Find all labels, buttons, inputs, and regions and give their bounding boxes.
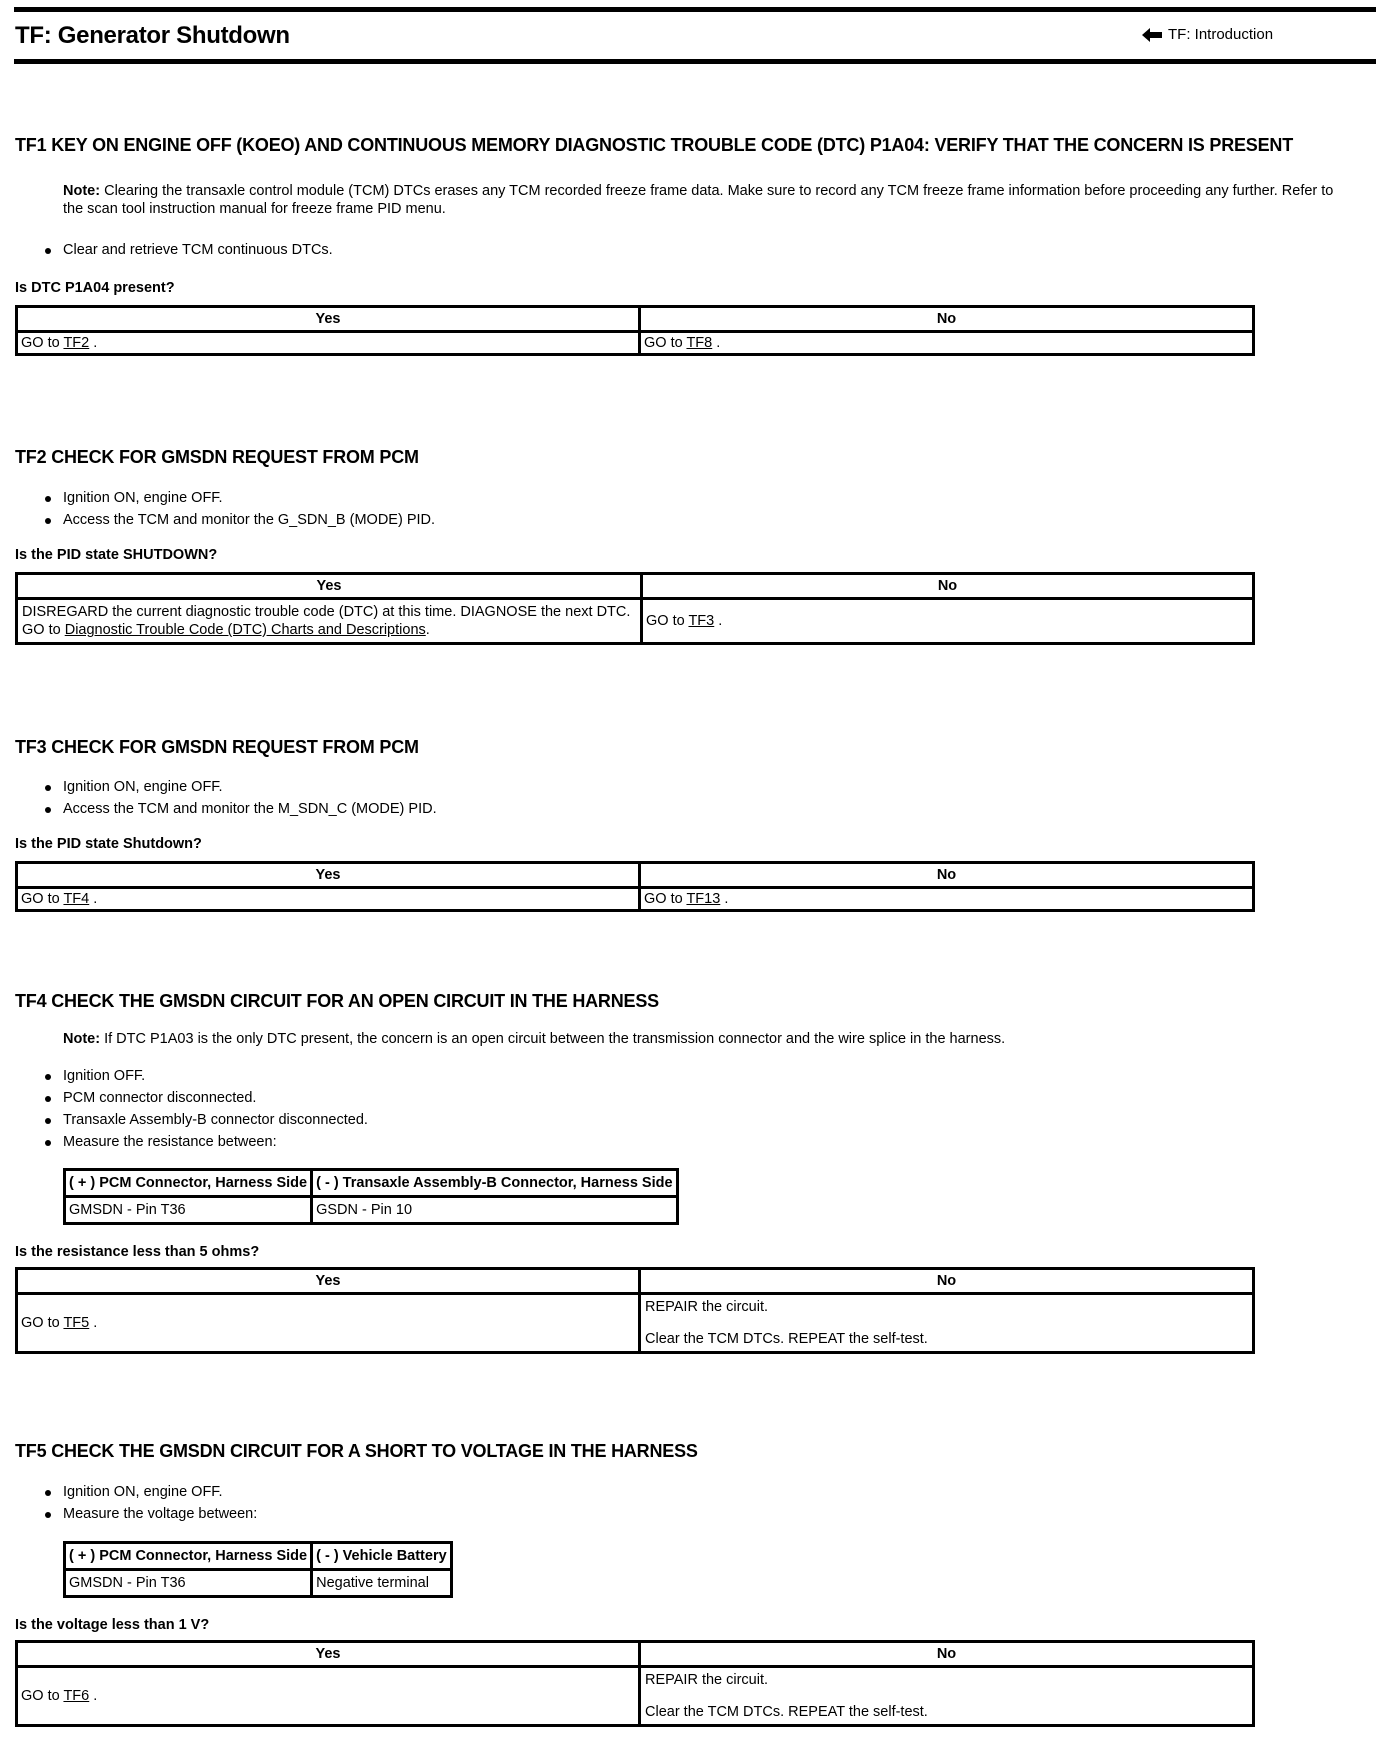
no-text: GO to	[646, 613, 689, 629]
link-tf8[interactable]: TF8	[686, 335, 713, 351]
no-header: No	[642, 574, 1254, 599]
yes-suffix: .	[89, 891, 98, 907]
question: Is DTC P1A04 present?	[15, 280, 175, 296]
yes-text: GO to	[21, 891, 64, 907]
step-item: Clear and retrieve TCM continuous DTCs.	[63, 239, 1360, 261]
section-title: TF5 CHECK THE GMSDN CIRCUIT FOR A SHORT TO VOLTAGE IN THE HARNESS	[15, 1441, 698, 1461]
step-item: Access the TCM and monitor the M_SDN_C (MODE) PID.	[63, 798, 1360, 820]
step-list	[15, 1065, 1360, 1153]
yes-cell	[17, 1294, 640, 1353]
page-title: TF: Generator Shutdown	[15, 22, 290, 49]
step-item: Ignition ON, engine OFF.	[63, 1481, 1360, 1503]
measurement-table	[63, 1168, 679, 1225]
positive-probe-header: ( + ) PCM Connector, Harness Side	[65, 1543, 312, 1570]
step-list	[15, 487, 1360, 531]
step-list	[15, 239, 1360, 261]
note	[63, 1030, 1353, 1048]
note-label: Note:	[63, 183, 101, 199]
section-tf3	[15, 736, 1360, 912]
positive-probe-header: ( + ) PCM Connector, Harness Side	[65, 1170, 312, 1197]
no-cell	[640, 1667, 1254, 1726]
no-line: Clear the TCM DTCs. REPEAT the self-test.	[645, 1331, 928, 1347]
section-tf1	[15, 134, 1360, 356]
no-cell	[640, 1294, 1254, 1353]
decision-table	[15, 1640, 1255, 1727]
no-cell	[640, 888, 1254, 911]
negative-probe-value: Negative terminal	[312, 1570, 452, 1597]
positive-probe-value: GMSDN - Pin T36	[65, 1570, 312, 1597]
positive-probe-value: GMSDN - Pin T36	[65, 1197, 312, 1224]
yes-suffix: .	[89, 335, 98, 351]
question: Is the resistance less than 5 ohms?	[15, 1244, 260, 1260]
no-header: No	[640, 1642, 1254, 1667]
section-title: TF1 KEY ON ENGINE OFF (KOEO) AND CONTINUOUS MEMORY DIAGNOSTIC TROUBLE CODE (DTC) P1A04: VERIFY THAT THE CONCERN IS PRESENT	[15, 135, 1294, 155]
question: Is the PID state Shutdown?	[15, 836, 202, 852]
no-line: REPAIR the circuit.	[645, 1299, 769, 1315]
section-tf4	[15, 990, 1360, 1354]
link-tf2[interactable]: TF2	[63, 335, 90, 351]
link-dtc-charts[interactable]: Diagnostic Trouble Code (DTC) Charts and Descriptions	[64, 622, 426, 638]
yes-header: Yes	[17, 863, 640, 888]
back-link-label: TF: Introduction	[1168, 26, 1274, 43]
decision-table	[15, 305, 1255, 356]
section-title: TF2 CHECK FOR GMSDN REQUEST FROM PCM	[15, 447, 419, 467]
negative-probe-value: GSDN - Pin 10	[312, 1197, 677, 1224]
no-suffix: .	[712, 335, 721, 351]
link-tf3[interactable]: TF3	[688, 613, 715, 629]
yes-text: DISREGARD the current diagnostic trouble code (DTC) at this time. DIAGNOSE the next DTC. GO to	[22, 604, 631, 638]
decision-table	[15, 1267, 1255, 1354]
negative-probe-header: ( - ) Transaxle Assembly-B Connector, Harness Side	[312, 1170, 677, 1197]
section-title: TF3 CHECK FOR GMSDN REQUEST FROM PCM	[15, 737, 419, 757]
no-header: No	[640, 307, 1254, 332]
header-top-rule	[14, 7, 1376, 12]
yes-suffix: .	[425, 622, 430, 638]
no-text: GO to	[644, 891, 687, 907]
question: Is the voltage less than 1 V?	[15, 1617, 210, 1633]
note-label: Note:	[63, 1031, 101, 1047]
no-header: No	[640, 1269, 1254, 1294]
no-cell	[640, 332, 1254, 355]
header-bottom-rule	[14, 59, 1376, 64]
no-cell	[642, 599, 1254, 644]
section-tf2	[15, 446, 1360, 645]
measurement-table	[63, 1541, 453, 1598]
yes-cell	[17, 1667, 640, 1726]
no-suffix: .	[720, 891, 729, 907]
step-list	[15, 776, 1360, 820]
section-title: TF4 CHECK THE GMSDN CIRCUIT FOR AN OPEN CIRCUIT IN THE HARNESS	[15, 991, 659, 1011]
yes-header: Yes	[17, 574, 642, 599]
no-suffix: .	[714, 613, 723, 629]
question: Is the PID state SHUTDOWN?	[15, 547, 218, 563]
yes-cell	[17, 888, 640, 911]
step-list	[15, 1481, 1360, 1525]
decision-table	[15, 861, 1255, 912]
back-to-introduction-link[interactable]	[1142, 26, 1273, 43]
no-header: No	[640, 863, 1254, 888]
link-tf13[interactable]: TF13	[686, 891, 721, 907]
link-tf6[interactable]: TF6	[63, 1688, 90, 1704]
note	[63, 182, 1353, 218]
yes-header: Yes	[17, 1642, 640, 1667]
step-item: PCM connector disconnected.	[63, 1087, 1360, 1109]
no-text: GO to	[644, 335, 687, 351]
step-item: Ignition OFF.	[63, 1065, 1360, 1087]
arrow-left-icon	[1142, 28, 1162, 42]
step-item: Ignition ON, engine OFF.	[63, 776, 1360, 798]
note-text: Clearing the transaxle control module (TCM) DTCs erases any TCM recorded freeze frame data. Make sure to record any TCM freeze frame information before proceeding any further. Refer to the scan tool instruction manual for freeze frame PID menu.	[63, 183, 1334, 217]
link-tf5[interactable]: TF5	[63, 1315, 90, 1331]
step-item: Measure the voltage between:	[63, 1503, 1360, 1525]
step-item: Measure the resistance between:	[63, 1131, 1360, 1153]
step-item: Access the TCM and monitor the G_SDN_B (MODE) PID.	[63, 509, 1360, 531]
section-tf5	[15, 1440, 1360, 1727]
step-item: Transaxle Assembly-B connector disconnected.	[63, 1109, 1360, 1131]
note-text: If DTC P1A03 is the only DTC present, the concern is an open circuit between the transmission connector and the wire splice in the harness.	[100, 1031, 1006, 1047]
negative-probe-header: ( - ) Vehicle Battery	[312, 1543, 452, 1570]
no-line: Clear the TCM DTCs. REPEAT the self-test.	[645, 1704, 928, 1720]
yes-header: Yes	[17, 1269, 640, 1294]
yes-text: GO to	[21, 1315, 64, 1331]
yes-cell	[17, 332, 640, 355]
yes-text: GO to	[21, 335, 64, 351]
no-line: REPAIR the circuit.	[645, 1672, 769, 1688]
yes-suffix: .	[89, 1315, 98, 1331]
yes-header: Yes	[17, 307, 640, 332]
link-tf4[interactable]: TF4	[63, 891, 90, 907]
yes-text: GO to	[21, 1688, 64, 1704]
step-item: Ignition ON, engine OFF.	[63, 487, 1360, 509]
yes-cell	[17, 599, 642, 644]
yes-suffix: .	[89, 1688, 98, 1704]
decision-table	[15, 572, 1255, 645]
